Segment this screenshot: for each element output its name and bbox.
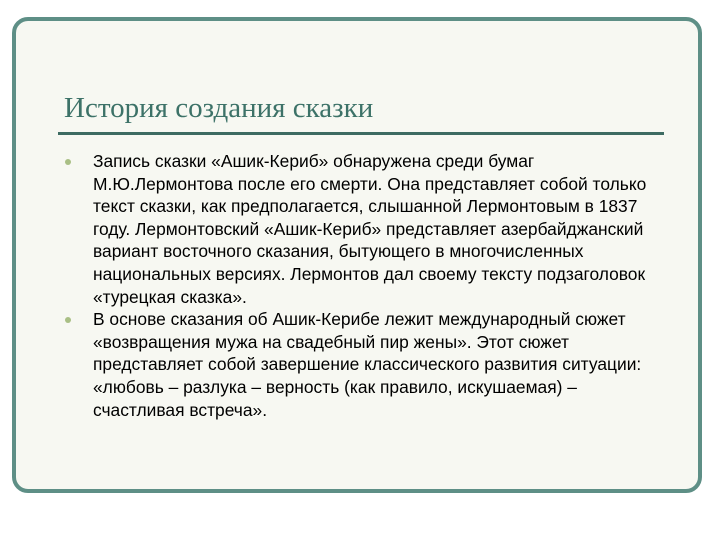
- title-underline: [58, 132, 664, 135]
- bullet-dot-icon: [65, 317, 71, 323]
- bullet-text: В основе сказания об Ашик-Керибе лежит международный сюжет «возвращения мужа на свадебный пир жены». Этот сюжет представляет собой завершение классического развития ситуации: «любовь – разлука – верность (как правило, искушаемая) – счастливая встреча».: [93, 309, 642, 420]
- bullet-item: [62, 150, 668, 308]
- bullet-text: Запись сказки «Ашик-Кериб» обнаружена среди бумаг М.Ю.Лермонтова после его смерти. Она представляет собой только текст сказки, как предполагается, слышанной Лермонтовым в 1837 году. Лермонтовский «Ашик-Кериб» представляет азербайджанский вариант восточного сказания, бытующего в многочисленных национальных версиях. Лермонтов дал своему тексту подзаголовок «турецкая сказка».: [93, 151, 647, 307]
- bullet-dot-icon: [65, 159, 71, 165]
- slide-title: История создания сказки: [64, 92, 374, 124]
- bullet-item: [62, 308, 668, 421]
- bullet-list: [62, 150, 668, 421]
